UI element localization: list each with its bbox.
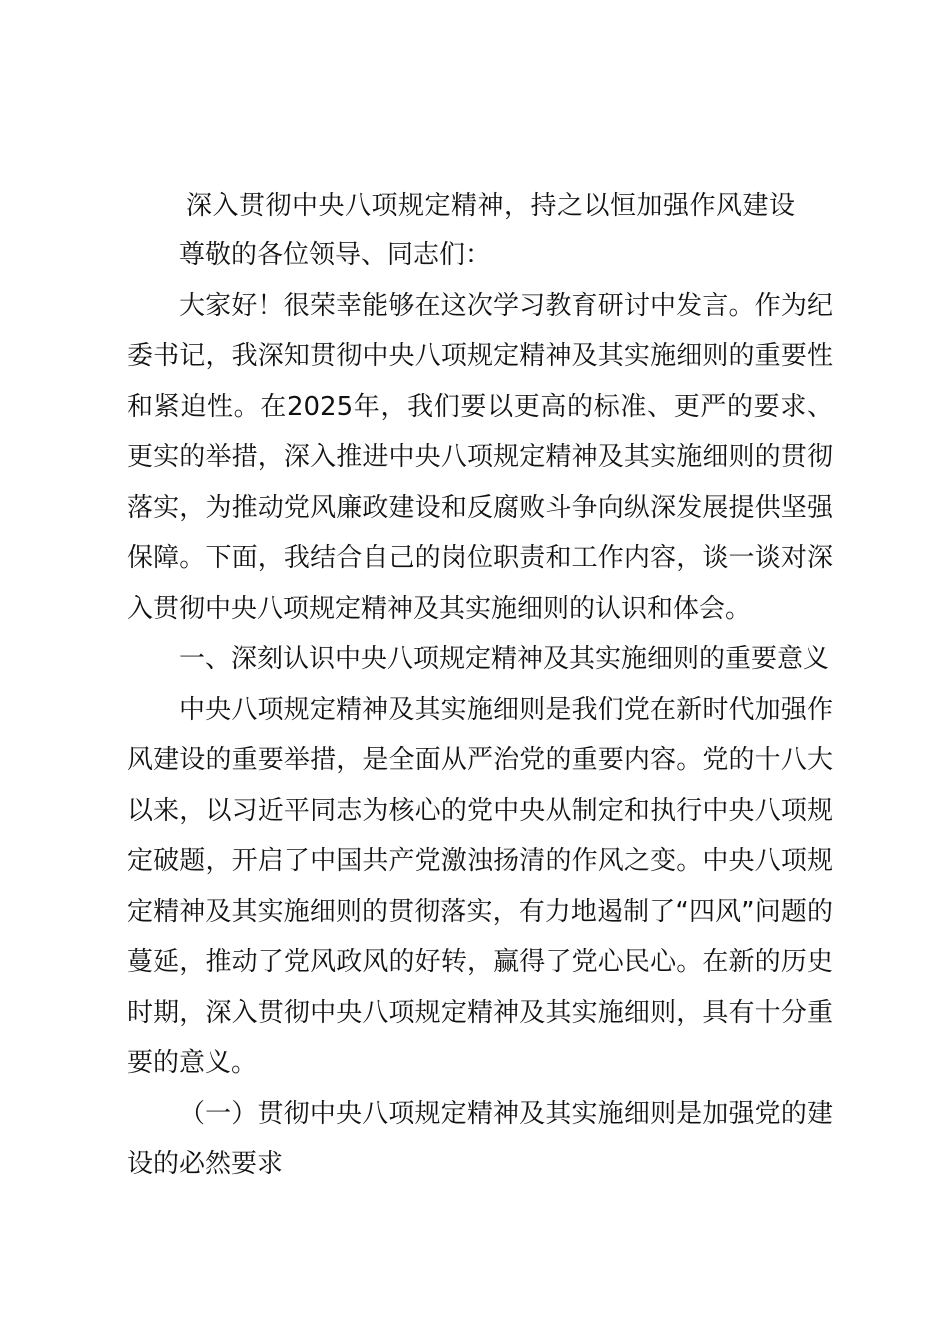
section-heading-1: 一、深刻认识中央八项规定精神及其实施细则的重要意义 [179, 644, 830, 674]
document-body [127, 230, 833, 1190]
salutation: 尊敬的各位领导、同志们： [179, 240, 492, 270]
paragraph-opening: 大家好！很荣幸能够在这次学习教育研讨中发言。作为纪委书记，我深知贯彻中央八项规定精神及其实施细则的重要性和紧迫性。在2025年，我们要以更高的标准、更严的要求、更实的举措，深入推进中央八项规定精神及其实施细则的贯彻落实，为推动党风廉政建设和反腐败斗争向纵深发展提供坚强保障。下面，我结合自己的岗位职责和工作内容，谈一谈对深入贯彻中央八项规定精神及其实施细则的认识和体会。 [127, 290, 833, 624]
document-title: 深入贯彻中央八项规定精神，持之以恒加强作风建设 [186, 191, 796, 221]
subsection-heading-1: （一）贯彻中央八项规定精神及其实施细则是加强党的建设的必然要求 [127, 1098, 833, 1179]
paragraph-significance: 中央八项规定精神及其实施细则是我们党在新时代加强作风建设的重要举措，是全面从严治党的重要内容。党的十八大以来，以习近平同志为核心的党中央从制定和执行中央八项规定破题，开启了中国共产党激浊扬清的作风之变。中央八项规定精神及其实施细则的贯彻落实，有力地遏制了“四风”问题的蔓延，推动了党风政风的好转，赢得了党心民心。在新的历史时期，深入贯彻中央八项规定精神及其实施细则，具有十分重要的意义。 [127, 694, 833, 1078]
